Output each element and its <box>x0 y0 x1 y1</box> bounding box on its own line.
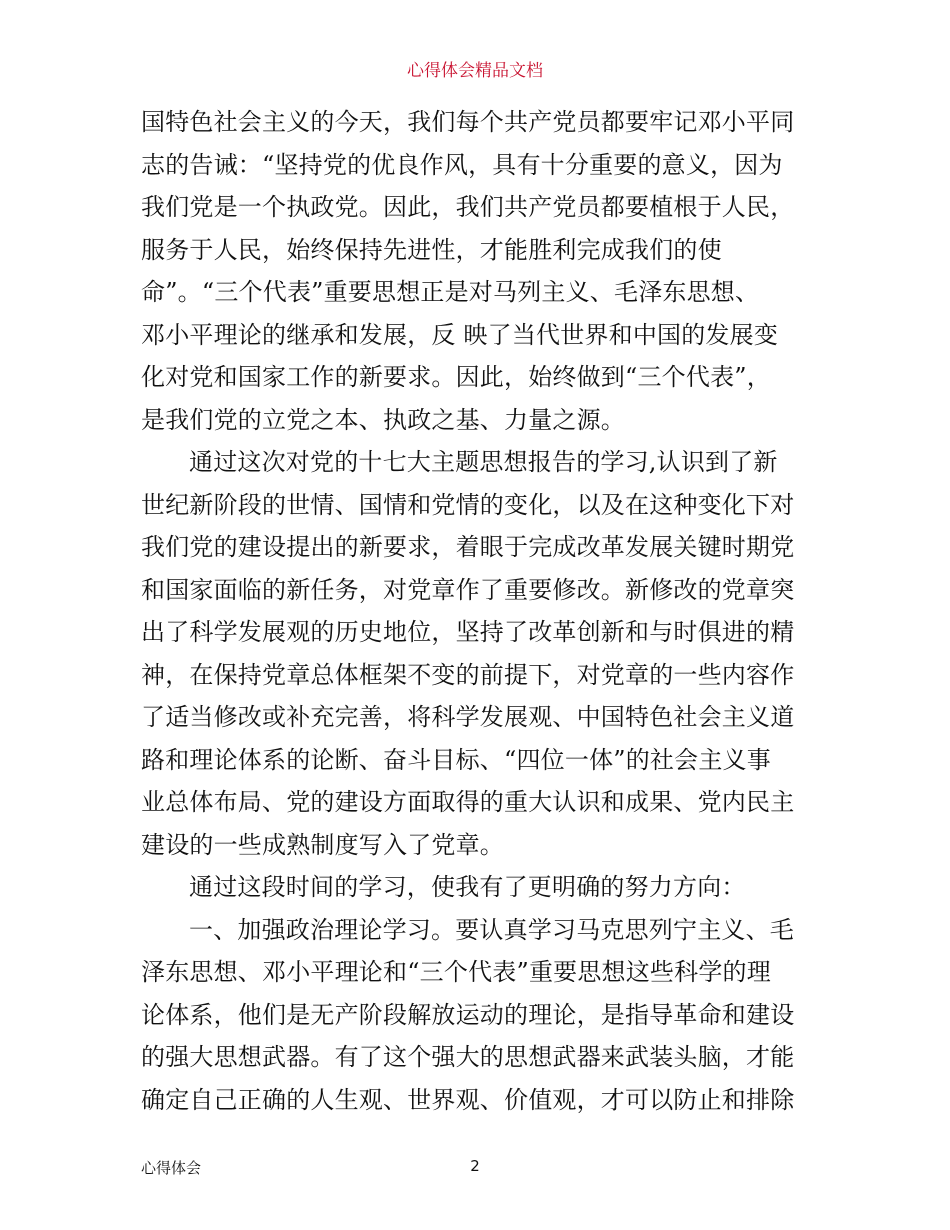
text-line: 我们党的建设提出的新要求，着眼于完成改革发展关键时期党 <box>141 533 795 561</box>
text-line: 一、加强政治理论学习。要认真学习马克思列宁主义、毛 <box>189 915 794 944</box>
text-line: 通过这次对党的十七大主题思想报告的学习,认识到了新 <box>189 448 778 476</box>
text-line: 路和理论体系的论断、奋斗目标、“四位一体”的社会主义事 <box>141 745 771 774</box>
text-line: 的强大思想武器。有了这个强大的思想武器来武装头脑，才能 <box>141 1043 795 1071</box>
footer-label: 心得体会 <box>141 1159 202 1177</box>
text-line: 论体系，他们是无产阶段解放运动的理论，是指导革命和建设 <box>141 1000 795 1029</box>
text-line: 服务于人民，始终保持先进性，才能胜利完成我们的使 <box>141 235 722 264</box>
text-line: 世纪新阶段的世情、国情和党情的变化，以及在这种变化下对 <box>141 490 795 519</box>
page-number: 2 <box>470 1157 480 1175</box>
document-body <box>141 101 811 1121</box>
text-line: 志的告诫：“坚持党的优良作风，具有十分重要的意义，因为 <box>141 150 783 179</box>
text-line: 出了科学发展观的历史地位，坚持了改革创新和与时俱进的精 <box>141 618 795 646</box>
text-line: 我们党是一个执政党。因此，我们共产党员都要植根于人民， <box>141 193 795 221</box>
text-line: 邓小平理论的继承和发展，反 映了当代世界和中国的发展变 <box>141 320 779 349</box>
text-line: 化对党和国家工作的新要求。因此，始终做到“三个代表”， <box>141 363 771 391</box>
text-line: 和国家面临的新任务，对党章作了重要修改。新修改的党章突 <box>141 575 795 604</box>
text-line: 国特色社会主义的今天，我们每个共产党员都要牢记邓小平同 <box>141 108 795 136</box>
text-line: 是我们党的立党之本、执政之基、力量之源。 <box>141 405 625 434</box>
text-line: 了适当修改或补充完善，将科学发展观、中国特色社会主义道 <box>141 703 795 731</box>
text-line: 建设的一些成熟制度写入了党章。 <box>141 830 504 859</box>
text-line: 确定自己正确的人生观、世界观、价值观，才可以防止和排除 <box>141 1085 795 1114</box>
text-line: 业总体布局、党的建设方面取得的重大认识和成果、党内民主 <box>141 788 795 816</box>
text-line: 命”。“三个代表”重要思想正是对马列主义、毛泽东思想、 <box>141 278 760 306</box>
text-line: 神，在保持党章总体框架不变的前提下，对党章的一些内容作 <box>141 660 795 689</box>
text-line: 泽东思想、邓小平理论和“三个代表”重要思想这些科学的理 <box>141 958 771 986</box>
page-header-title: 心得体会精品文档 <box>407 61 543 81</box>
text-line: 通过这段时间的学习，使我有了更明确的努力方向： <box>189 873 746 901</box>
